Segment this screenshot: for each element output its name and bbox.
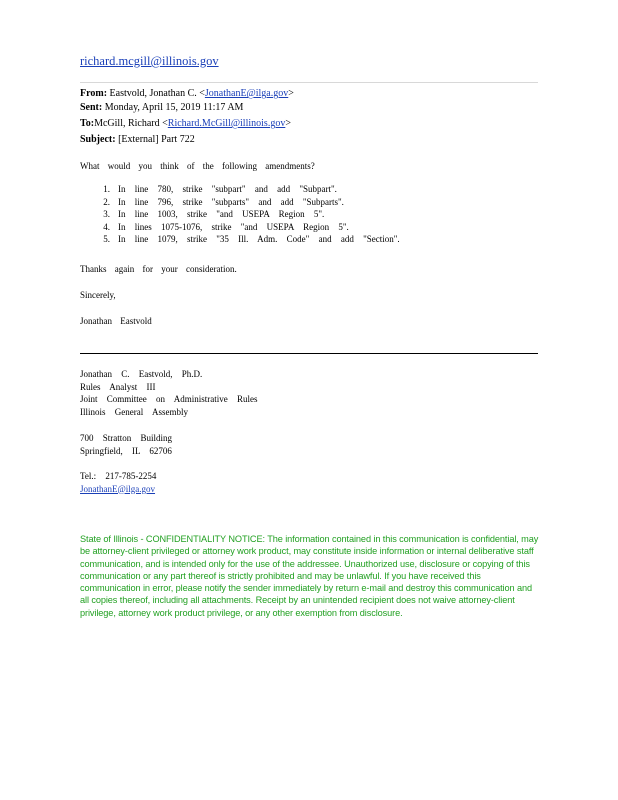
from-name: Eastvold, Jonathan C. < <box>109 88 205 99</box>
signature-divider <box>80 353 538 354</box>
from-label: From: <box>80 88 108 99</box>
list-item <box>80 221 400 234</box>
to-line <box>80 118 291 130</box>
from-email[interactable]: JonathanE@ilga.gov <box>204 88 289 99</box>
thanks-text: Thanks again for your consideration. <box>80 264 237 274</box>
top-email-link[interactable] <box>80 54 219 69</box>
sent-label: Sent: <box>80 102 103 113</box>
item-number: 3. <box>103 209 110 219</box>
confidentiality-notice: State of Illinois - CONFIDENTIALITY NOTICE: The information contained in this communication is confidential, may be attorney-client privileged or attorney work product, may constitute inside information or internal deliberative staff communication, and is intended only for the use of the addressee. Unauthorized use, disclosure or copying of this communication or any part thereof is strictly prohibited and may be unlawful. If you have received this communication in error, please notify the sender immediately by return e-mail and destroy this communication and all copies thereof, including all attachments. Receipt by an unintended recipient does not waive attorney-client privilege, attorney work product privilege, or any other exemption from disclosure. <box>80 534 539 618</box>
item-number: 5. <box>103 234 110 244</box>
to-close: > <box>285 118 291 129</box>
sig-name: Jonathan C. Eastvold, Ph.D. <box>80 369 203 379</box>
sig-org2: Illinois General Assembly <box>80 406 188 417</box>
item-text: In line 796, strike "subparts" and add "Subparts". <box>118 196 344 207</box>
intro-text: What would you think of the following amendments? <box>80 161 315 171</box>
item-number: 4. <box>103 221 110 232</box>
item-text: In line 1079, strike "35 Ill. Adm. Code" and add "Section". <box>118 234 400 244</box>
to-email[interactable]: Richard.McGill@illinois.gov <box>167 118 286 129</box>
signature-block <box>80 368 258 418</box>
list-item <box>80 233 400 246</box>
subject-value: [External] Part 722 <box>118 134 195 145</box>
item-number: 1. <box>103 184 110 194</box>
to-label: To: <box>80 118 95 129</box>
item-text: In line 780, strike "subpart" and add "Subpart". <box>118 184 337 194</box>
top-email-text[interactable]: richard.mcgill@illinois.gov <box>80 54 219 68</box>
sig-email-link[interactable]: JonathanE@ilga.gov <box>80 483 156 494</box>
sig-org1: Joint Committee on Administrative Rules <box>80 394 258 404</box>
closing-text: Sincerely, <box>80 290 116 300</box>
subject-line <box>80 134 195 146</box>
contact-block <box>80 470 156 495</box>
sent-value: Monday, April 15, 2019 11:17 AM <box>104 102 244 113</box>
sig-tel: Tel.: 217-785-2254 <box>80 471 157 481</box>
amendment-list <box>80 183 400 246</box>
to-name: McGill, Richard < <box>94 118 168 129</box>
sender-name: Jonathan Eastvold <box>80 316 152 326</box>
list-item <box>80 183 400 196</box>
from-close: > <box>288 88 294 99</box>
subject-label: Subject: <box>80 134 116 145</box>
item-text: In lines 1075-1076, strike "and USEPA Region 5". <box>118 221 349 232</box>
sig-addr1: 700 Stratton Building <box>80 433 173 443</box>
list-item <box>80 196 400 209</box>
sig-title: Rules Analyst III <box>80 381 156 392</box>
sent-line <box>80 102 243 114</box>
item-text: In line 1003, strike "and USEPA Region 5". <box>118 209 325 219</box>
list-item <box>80 208 400 221</box>
from-line <box>80 88 294 100</box>
address-block <box>80 432 172 457</box>
header-divider <box>80 82 538 83</box>
item-number: 2. <box>103 196 110 207</box>
sig-addr2: Springfield, IL 62706 <box>80 445 172 456</box>
